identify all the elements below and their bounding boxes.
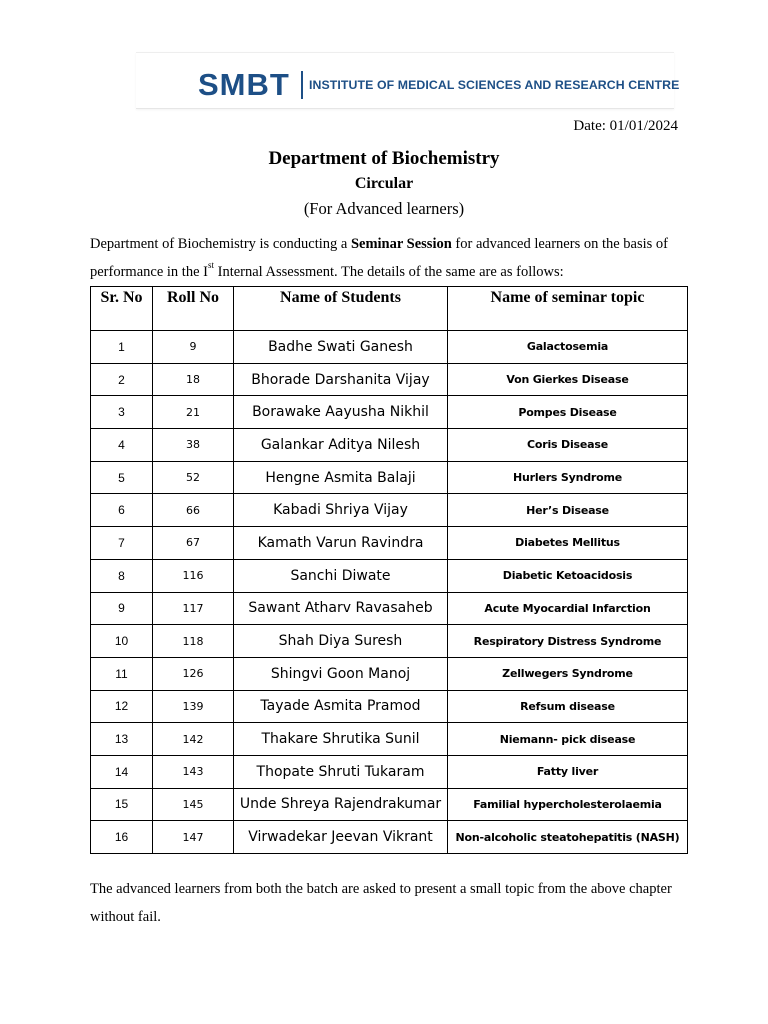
table-row (91, 527, 688, 560)
sr-no-cell: 14 (91, 755, 153, 788)
table-row (91, 592, 688, 625)
student-name-cell: Shingvi Goon Manoj (234, 657, 448, 690)
student-name-cell: Sanchi Diwate (234, 559, 448, 592)
student-name-cell: Shah Diya Suresh (234, 625, 448, 658)
table-row (91, 755, 688, 788)
logo-divider (301, 71, 303, 99)
roll-no-cell: 118 (153, 625, 234, 658)
sr-no-cell: 4 (91, 429, 153, 462)
seminar-topic-cell: Hurlers Syndrome (448, 461, 688, 494)
sr-no-cell: 11 (91, 657, 153, 690)
student-name-cell: Borawake Aayusha Nikhil (234, 396, 448, 429)
student-name-cell: Hengne Asmita Balaji (234, 461, 448, 494)
department-title: Department of Biochemistry (268, 148, 500, 169)
seminar-topic-cell: Familial hypercholesterolaemia (448, 788, 688, 821)
roll-no-cell: 147 (153, 821, 234, 854)
seminar-topic-cell: Refsum disease (448, 690, 688, 723)
logo-mark: SMBT (198, 67, 290, 102)
student-name-cell: Bhorade Darshanita Vijay (234, 363, 448, 396)
roll-no-cell: 38 (153, 429, 234, 462)
table-row (91, 690, 688, 723)
seminar-topic-cell: Diabetes Mellitus (448, 527, 688, 560)
intro-text-1: Department of Biochemistry is conducting a (90, 236, 351, 252)
sr-no-cell: 8 (91, 559, 153, 592)
intro-text-3: Internal Assessment. The details of the same are as follows: (213, 264, 564, 280)
student-name-cell: Galankar Aditya Nilesh (234, 429, 448, 462)
table-header-row (91, 287, 688, 331)
roll-no-cell: 21 (153, 396, 234, 429)
intro-paragraph (90, 230, 690, 286)
table-row (91, 396, 688, 429)
sr-no-cell: 5 (91, 461, 153, 494)
table-row (91, 461, 688, 494)
sr-no-cell: 9 (91, 592, 153, 625)
institute-logo (136, 52, 680, 109)
table-row (91, 723, 688, 756)
intro-text-2: for advanced learners on the basis of performance in the I (90, 236, 669, 280)
seminar-table (90, 286, 688, 854)
sr-no-cell: 1 (91, 331, 153, 364)
circular-title: Circular (354, 175, 414, 192)
roll-no-cell: 139 (153, 690, 234, 723)
student-name-cell: Kabadi Shriya Vijay (234, 494, 448, 527)
sr-no-cell: 7 (91, 527, 153, 560)
seminar-topic-cell: Non-alcoholic steatohepatitis (NASH) (448, 821, 688, 854)
table-row (91, 559, 688, 592)
sr-no-cell: 2 (91, 363, 153, 396)
roll-no-cell: 116 (153, 559, 234, 592)
roll-no-cell: 145 (153, 788, 234, 821)
student-name-cell: Tayade Asmita Pramod (234, 690, 448, 723)
sr-no-cell: 6 (91, 494, 153, 527)
table-body (91, 331, 688, 854)
table-row (91, 331, 688, 364)
roll-no-cell: 66 (153, 494, 234, 527)
header-sr-no: Sr. No (91, 287, 153, 331)
student-name-cell: Thakare Shrutika Sunil (234, 723, 448, 756)
seminar-topic-cell: Niemann- pick disease (448, 723, 688, 756)
roll-no-cell: 52 (153, 461, 234, 494)
intro-sup: st (207, 260, 214, 270)
seminar-topic-cell: Von Gierkes Disease (448, 363, 688, 396)
student-name-cell: Virwadekar Jeevan Vikrant (234, 821, 448, 854)
seminar-topic-cell: Pompes Disease (448, 396, 688, 429)
sr-no-cell: 10 (91, 625, 153, 658)
seminar-topic-cell: Diabetic Ketoacidosis (448, 559, 688, 592)
sr-no-cell: 3 (91, 396, 153, 429)
seminar-topic-cell: Fatty liver (448, 755, 688, 788)
table-row (91, 657, 688, 690)
table-row (91, 494, 688, 527)
student-name-cell: Unde Shreya Rajendrakumar (234, 788, 448, 821)
sr-no-cell: 13 (91, 723, 153, 756)
table-row (91, 625, 688, 658)
table-row (91, 429, 688, 462)
roll-no-cell: 126 (153, 657, 234, 690)
intro-bold: Seminar Session (350, 236, 452, 252)
header-roll-no: Roll No (153, 287, 234, 331)
student-name-cell: Sawant Atharv Ravasaheb (234, 592, 448, 625)
roll-no-cell: 143 (153, 755, 234, 788)
student-name-cell: Kamath Varun Ravindra (234, 527, 448, 560)
seminar-topic-cell: Acute Myocardial Infarction (448, 592, 688, 625)
student-name-cell: Thopate Shruti Tukaram (234, 755, 448, 788)
header-student-name: Name of Students (234, 287, 448, 331)
sr-no-cell: 16 (91, 821, 153, 854)
header-seminar-topic: Name of seminar topic (448, 287, 688, 331)
student-name-cell: Badhe Swati Ganesh (234, 331, 448, 364)
seminar-topic-cell: Coris Disease (448, 429, 688, 462)
closing-paragraph: The advanced learners from both the batch are asked to present a small topic from the above chapter without fail. (90, 881, 672, 925)
table-row (91, 821, 688, 854)
seminar-topic-cell: Respiratory Distress Syndrome (448, 625, 688, 658)
sr-no-cell: 12 (91, 690, 153, 723)
seminar-topic-cell: Galactosemia (448, 331, 688, 364)
seminar-topic-cell: Zellwegers Syndrome (448, 657, 688, 690)
circular-date: Date: 01/01/2024 (573, 118, 678, 134)
roll-no-cell: 9 (153, 331, 234, 364)
roll-no-cell: 18 (153, 363, 234, 396)
roll-no-cell: 117 (153, 592, 234, 625)
sr-no-cell: 15 (91, 788, 153, 821)
logo-text: INSTITUTE OF MEDICAL SCIENCES AND RESEARCH CENTRE (309, 78, 680, 92)
seminar-topic-cell: Her’s Disease (448, 494, 688, 527)
roll-no-cell: 67 (153, 527, 234, 560)
table-row (91, 363, 688, 396)
roll-no-cell: 142 (153, 723, 234, 756)
circular-subtitle: (For Advanced learners) (303, 199, 465, 218)
table-row (91, 788, 688, 821)
